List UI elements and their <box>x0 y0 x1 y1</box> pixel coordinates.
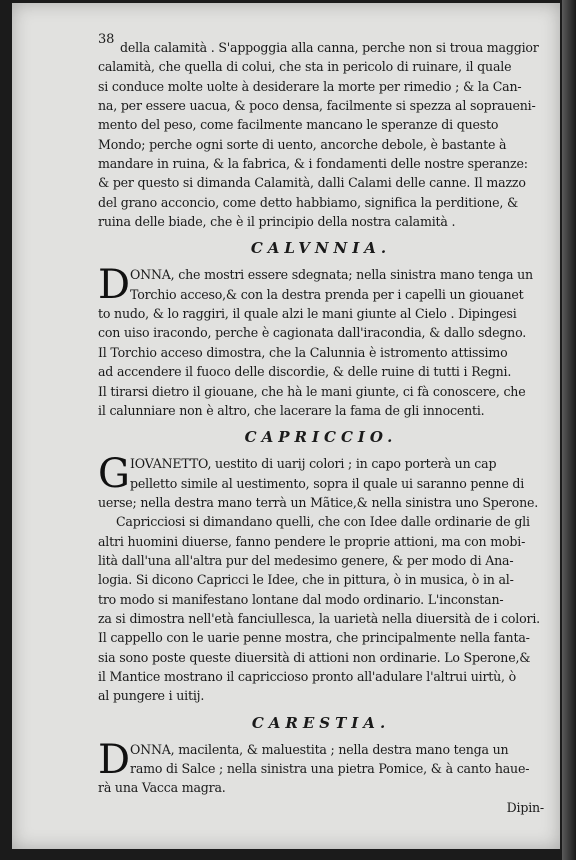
drop-cap: D <box>98 262 130 309</box>
section-heading: CAPRICCIO. <box>244 428 398 447</box>
text-line: ruina delle biade, che è il principio della nostra calamità . <box>98 214 456 230</box>
section-paragraph <box>98 736 544 798</box>
text-line: Torchio acceso,& con la destra prenda per i capelli un giouanet <box>130 286 524 302</box>
text-line: mandare in ruina, & la fabrica, & i fondamenti delle nostre speranze: <box>98 156 528 172</box>
section-heading: CARESTIA. <box>251 713 391 732</box>
text-line: logia. Si dicono Capricci le Idee, che in pittura, ò in musica, ò in al- <box>98 572 514 588</box>
text-line: rà una Vacca magra. <box>98 780 226 796</box>
text-line: della calamità . S'appoggia alla canna, perche non si troua maggior <box>120 40 539 55</box>
text-line: IOVANETTO, uestito di uarij colori ; in capo porterà un cap <box>130 456 497 472</box>
text-line: altri huomini diuerse, fanno pendere le proprie attioni, ma con mobi- <box>98 533 526 549</box>
page-text <box>98 32 544 817</box>
section-paragraph <box>98 262 544 420</box>
text-line: al pungere i uitij. <box>98 688 205 704</box>
intro-paragraph <box>98 38 544 231</box>
text-line: to nudo, & lo raggiri, il quale alzi le mani giunte al Cielo . Dipingesi <box>98 306 517 322</box>
text-line: mento del peso, come facilmente mancano le speranze di questo <box>98 117 499 133</box>
text-line: ONNA, macilenta, & maluestita ; nella destra mano tenga un <box>130 741 509 757</box>
text-line: il Mantice mostrano il capriccioso pronto all'adulare l'altrui uirtù, ò <box>98 668 517 684</box>
page-edge-shadow <box>562 0 576 860</box>
text-line: tro modo si manifestano lontane dal modo ordinario. L'inconstan- <box>98 591 504 607</box>
text-line: Il cappello con le uarie penne mostra, che principalmente nella fanta- <box>98 630 530 646</box>
text-line: calamità, che quella di colui, che sta in pericolo di ruinare, il quale <box>98 59 512 75</box>
text-line: il calunniare non è altro, che lacerare la fama de gli innocenti. <box>98 402 485 418</box>
text-line: ONNA, che mostri essere sdegnata; nella sinistra mano tenga un <box>130 267 533 283</box>
text-line: Capricciosi si dimandano quelli, che con Idee dalle ordinarie de gli <box>116 514 530 530</box>
text-line: pelletto simile al uestimento, sopra il quale ui saranno penne di <box>130 475 525 491</box>
section-paragraph <box>98 451 544 705</box>
text-line: ad accendere il fuoco delle discordie, & delle ruine di tutti i Regni. <box>98 364 512 380</box>
text-line: lità dall'una all'altra pur del medesimo genere, & per modo di Ana- <box>98 552 514 568</box>
text-line: ramo di Salce ; nella sinistra una pietra Pomice, & à canto haue- <box>130 761 530 776</box>
text-line: sia sono poste queste diuersità di attioni non ordinarie. Lo Sperone,& <box>98 649 531 665</box>
text-line: Il tirarsi dietro il giouane, che hà le mani giunte, ci fà conoscere, che <box>98 383 526 399</box>
section-heading: CALVNNIA. <box>250 239 392 258</box>
catchword: Dipin- <box>506 799 544 815</box>
drop-cap: G <box>98 451 130 498</box>
drop-cap: D <box>98 736 130 783</box>
text-line: za si dimostra nell'età fanciullesca, la uarietà nella diuersità de i colori. <box>98 610 540 626</box>
page-number: 38 <box>98 32 115 47</box>
text-line: Il Torchio acceso dimostra, che la Calunnia è istromento attissimo <box>98 344 508 360</box>
text-line: & per questo si dimanda Calamità, dalli Calami delle canne. Il mazzo <box>98 175 526 191</box>
text-line: na, per essere uacua, & poco densa, facilmente si spezza al sopraueni- <box>98 98 536 114</box>
text-line: si conduce molte uolte à desiderare la morte per rimedio ; & la Can- <box>98 78 522 94</box>
text-line: con uiso iracondo, perche è cagionata dall'iracondia, & dallo sdegno. <box>98 325 527 341</box>
text-line: del grano acconcio, come detto habbiamo, significa la perditione, & <box>98 194 519 210</box>
text-line: Mondo; perche ogni sorte di uento, ancorche debole, è bastante à <box>98 136 507 152</box>
text-line: uerse; nella destra mano terrà un Mãtice,& nella sinistra uno Sperone. <box>98 494 539 510</box>
